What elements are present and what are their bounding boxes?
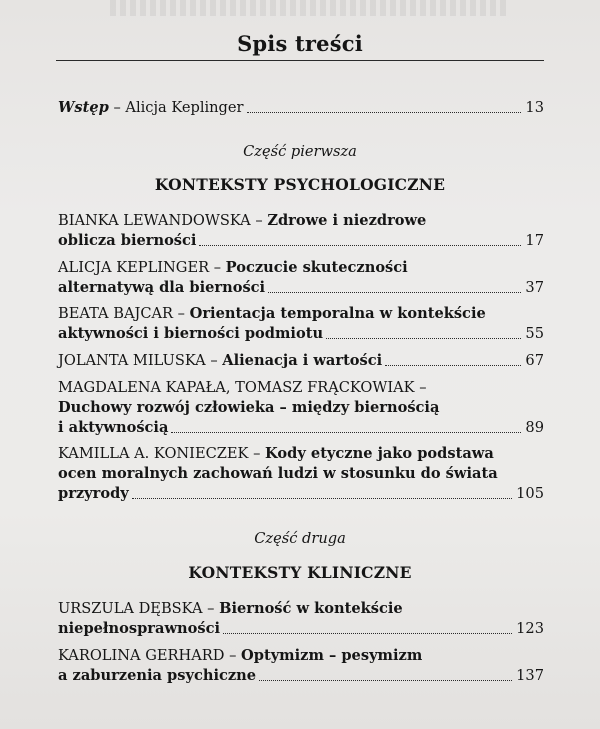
toc-entry[interactable]: JOLANTA MILUSKA – Alienacja i wartości 67: [58, 352, 544, 369]
leader-dots: [132, 497, 512, 499]
page-number: 123: [516, 620, 544, 637]
entry-author: ALICJA KEPLINGER: [58, 259, 210, 276]
entry-title: Optymizm – pesymizm: [241, 647, 423, 664]
entry-title: Duchowy rozwój człowieka – między biernością: [58, 399, 440, 416]
entry-author: JOLANTA MILUSKA: [58, 352, 206, 369]
entry-author: URSZULA DĘBSKA: [58, 600, 203, 617]
entry-title-cont: niepełnosprawności: [58, 620, 221, 637]
leader-dots: [259, 679, 512, 681]
book-page: Spis treści Wstęp – Alicja Keplinger 13 Część pierwsza KONTEKSTY PSYCHOLOGICZNE BIANKA LEWANDOWSKA – Zdrowe i niezdrowe oblicza bierności 17 ALICJA KEPLINGER – Poczucie skuteczności alternatywą dla bierności 37 BEATA BAJCAR – Orientacja temporalna w kontekście aktywności i bierności podmiotu 55 JOLANTA MILUSKA – Alienacja i wartości 67 MAGDALENA KAPAŁA, TOMASZ FRĄCKOWIAK – Duchowy rozwój człowieka – między biernością i aktywnością 89 KAMILLA A. KONIECZEK – Kody etyczne jako podstawa ocen moralnych zachowań ludzi w stosunku do świata przyrody 105 Część druga KONTEKSTY KLINICZNE URSZULA DĘBSKA – Bierność w kontekście niepełnosprawności 123 KAROLINA GERHARD – Optymizm – pesymizm a zaburzenia psychiczne 137: [0, 0, 600, 729]
entry-author: BIANKA LEWANDOWSKA: [58, 212, 251, 229]
entry-title: Orientacja temporalna w kontekście: [189, 305, 486, 322]
entry-title-cont: alternatywą dla bierności: [58, 279, 266, 296]
leader-dots: [171, 431, 521, 433]
entry-title-cont: przyrody: [58, 485, 129, 502]
entry-title: Alienacja i wartości: [222, 352, 383, 369]
entry-title: Zdrowe i niezdrowe: [267, 212, 427, 229]
leader-dots: [223, 632, 512, 634]
page-number: 137: [516, 667, 544, 684]
leader-dots: [326, 337, 521, 339]
bleed-through-text: [110, 0, 510, 16]
entry-author: KAMILLA A. KONIECZEK: [58, 445, 249, 462]
title-rule: [56, 60, 544, 61]
entry-author: KAROLINA GERHARD: [58, 647, 225, 664]
entry-title-cont: oblicza bierności: [58, 232, 197, 249]
page-number: 105: [516, 485, 544, 502]
page-title: Spis treści: [237, 31, 363, 56]
entry-title: Poczucie skuteczności: [225, 259, 408, 276]
leader-dots: [385, 364, 521, 366]
leader-dots: [268, 291, 521, 293]
page-number: 13: [525, 99, 544, 116]
entry-title-cont: ocen moralnych zachowań ludzi w stosunku do świata: [58, 465, 498, 482]
entry-title-cont: a zaburzenia psychiczne: [58, 667, 257, 684]
intro-sep: –: [108, 99, 126, 116]
part-label: Część druga: [254, 530, 346, 547]
part-label: Część pierwsza: [243, 143, 357, 160]
entry-author: MAGDALENA KAPAŁA, TOMASZ FRĄCKOWIAK: [58, 379, 415, 396]
entry-title-cont: aktywności i bierności podmiotu: [58, 325, 324, 342]
page-number: 67: [525, 352, 544, 369]
page-number: 89: [525, 419, 544, 436]
intro-author: Alicja Keplinger: [125, 99, 244, 116]
page-number: 37: [525, 279, 544, 296]
entry-title-cont: i aktywnością: [58, 419, 169, 436]
entry-author: BEATA BAJCAR: [58, 305, 174, 322]
section-heading: KONTEKSTY PSYCHOLOGICZNE: [154, 175, 446, 194]
page-number: 17: [525, 232, 544, 249]
leader-dots: [247, 111, 522, 113]
toc-entry-intro[interactable]: [58, 97, 544, 118]
page-number: 55: [525, 325, 544, 342]
entry-title: Bierność w kontekście: [219, 600, 403, 617]
entry-title: Kody etyczne jako podstawa: [265, 445, 494, 462]
leader-dots: [199, 244, 521, 246]
intro-label: Wstęp: [58, 99, 109, 116]
section-heading: KONTEKSTY KLINICZNE: [188, 563, 412, 582]
